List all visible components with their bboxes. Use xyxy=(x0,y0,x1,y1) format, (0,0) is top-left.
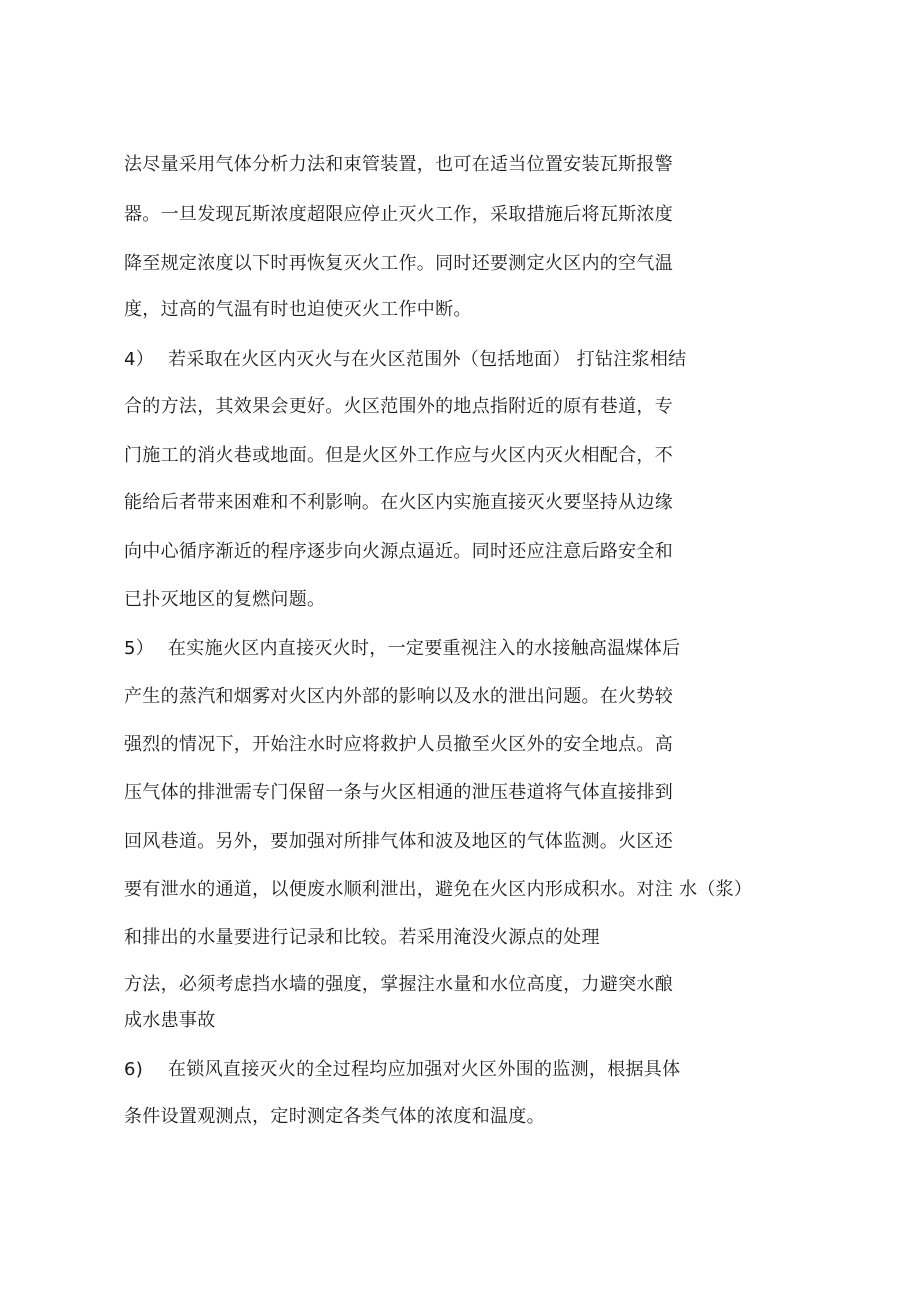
list-number: 5） xyxy=(124,638,155,659)
list-number: 4） xyxy=(124,349,155,370)
text-line: 若采取在火区内灭火与在火区范围外（包括地面） 打钻注浆相结 xyxy=(168,349,687,370)
text-line: 条件设置观测点，定时测定各类气体的浓度和温度。 xyxy=(124,1106,545,1127)
list-number: 6) xyxy=(124,1059,144,1080)
text-line: 度，过高的气温有时也迫使灭火工作中断。 xyxy=(124,299,472,320)
text-line: 压气体的排泄需专门保留一条与火区相通的泄压巷道将气体直接排到 xyxy=(124,782,673,803)
text-line: 器。一旦发现瓦斯浓度超限应停止灭火工作，采取措施后将瓦斯浓度 xyxy=(124,204,673,225)
text-line: 要有泄水的通道，以便废水顺利泄出，避免在火区内形成积水。对注 水（浆） xyxy=(124,879,753,900)
list-item-4 xyxy=(124,348,686,372)
text-line: 回风巷道。另外，要加强对所排气体和波及地区的气体监测。火区还 xyxy=(124,831,673,852)
text-line: 门施工的消火巷或地面。但是火区外工作应与火区内灭火相配合，不 xyxy=(124,445,673,466)
text-line: 能给后者带来困难和不利影响。在火区内实施直接灭火要坚持从边缘 xyxy=(124,492,673,513)
text-line: 产生的蒸汽和烟雾对火区内外部的影响以及水的泄出问题。在火势较 xyxy=(124,686,673,707)
text-line: 方法，必须考虑挡水墙的强度，掌握注水量和水位高度，力避突水酿 xyxy=(124,974,673,995)
text-line: 降至规定浓度以下时再恢复灭火工作。同时还要测定火区内的空气温 xyxy=(124,253,673,274)
text-line: 和排出的水量要进行记录和比较。若采用淹没火源点的处理 xyxy=(124,927,600,948)
text-line: 合的方法，其效果会更好。火区范围外的地点指附近的原有巷道，专 xyxy=(124,396,673,417)
text-line: 强烈的情况下，开始注水时应将救护人员撤至火区外的安全地点。高 xyxy=(124,734,673,755)
text-line: 在锁风直接灭火的全过程均应加强对火区外围的监测，根据具体 xyxy=(168,1059,681,1080)
list-item-6 xyxy=(124,1058,680,1082)
text-line: 已扑灭地区的复燃问题。 xyxy=(124,589,326,610)
text-line: 向中心循序渐近的程序逐步向火源点逼近。同时还应注意后路安全和 xyxy=(124,541,673,562)
text-line: 成水患事故 xyxy=(124,1010,216,1031)
text-line: 法尽量采用气体分析力法和束管装置，也可在适当位置安装瓦斯报警 xyxy=(124,154,673,175)
text-line: 在实施火区内直接灭火时，一定要重视注入的水接触高温煤体后 xyxy=(168,638,681,659)
list-item-5 xyxy=(124,637,680,661)
